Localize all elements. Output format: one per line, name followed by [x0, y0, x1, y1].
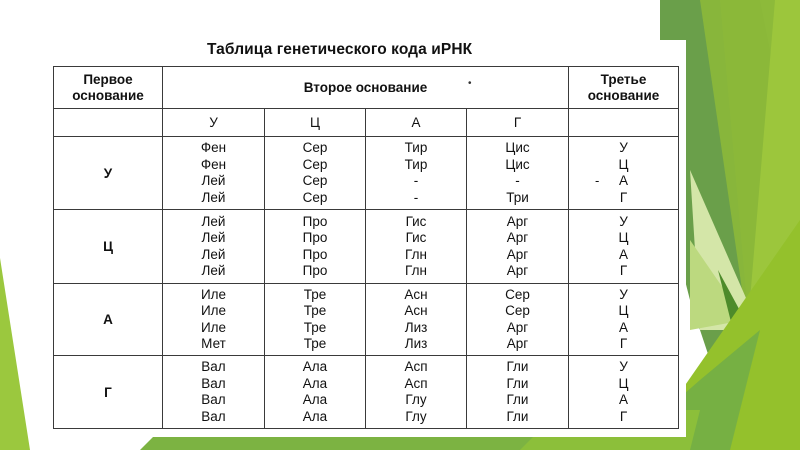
amino-cell: [163, 284, 265, 356]
third-base-header-line2: основание: [587, 87, 660, 103]
first-base-header: [54, 67, 163, 109]
amino-cell: [366, 137, 467, 210]
empty-cell: [54, 109, 163, 137]
codon-value: Про: [302, 246, 328, 262]
first-base-cell: У: [54, 137, 163, 210]
third-base-value: А: [618, 173, 628, 188]
codon-value: Лей: [201, 189, 226, 205]
third-base-cell: [569, 137, 679, 210]
codon-value: Лей: [201, 213, 226, 229]
first-base-header-line2: основание: [72, 87, 144, 103]
codon-value: Тир: [404, 156, 428, 172]
codon-value: Гис: [405, 213, 427, 229]
codon-value: Тре: [303, 286, 327, 302]
third-base-value: Ц: [618, 375, 629, 391]
second-base-G: Г: [467, 109, 569, 137]
third-base-value: А: [618, 319, 628, 335]
codon-value: Глн: [405, 263, 427, 278]
codon-value: Арг: [506, 336, 529, 351]
amino-cell: [163, 210, 265, 284]
codon-value: Про: [302, 263, 328, 278]
codon-value: Фен: [200, 140, 227, 155]
codon-value: Сер: [505, 286, 530, 302]
third-base-header: [569, 67, 679, 109]
codon-value: Ала: [302, 359, 328, 374]
third-base-value: Г: [619, 189, 628, 205]
amino-cell: [467, 356, 569, 429]
amino-cell: [163, 356, 265, 429]
codon-value: Ала: [302, 375, 328, 391]
amino-cell: [467, 210, 569, 284]
codon-value: Ала: [302, 408, 328, 424]
codon-value: Про: [302, 230, 328, 245]
third-base-cell: [569, 356, 679, 429]
codon-value: Гис: [405, 230, 427, 245]
codon-value: Сер: [302, 173, 328, 188]
codon-value: Тре: [303, 336, 327, 351]
third-base-cell: [569, 284, 679, 356]
third-base-cell: [569, 210, 679, 284]
second-base-header: Второе основание: [163, 67, 569, 109]
codon-value: Арг: [506, 246, 529, 262]
empty-cell: [569, 109, 679, 137]
table-row-group-A: [54, 284, 679, 356]
codon-value: Лей: [201, 263, 226, 278]
table-row-group-U: [54, 137, 679, 210]
third-base-value: У: [619, 140, 628, 155]
codon-value: Сер: [302, 156, 328, 172]
amino-cell: [265, 284, 366, 356]
codon-value: Арг: [506, 230, 529, 245]
slide-title: Таблица генетического кода иРНК: [207, 41, 473, 58]
amino-cell: [467, 137, 569, 210]
codon-value: Лиз: [404, 336, 428, 351]
codon-value: Сер: [302, 189, 328, 205]
codon-value: Асп: [404, 359, 428, 374]
codon-value: -: [413, 189, 419, 205]
codon-value: Лиз: [404, 319, 428, 335]
codon-value: Вал: [201, 359, 226, 374]
amino-cell: [366, 356, 467, 429]
amino-cell: [265, 137, 366, 210]
codon-value: Вал: [201, 408, 226, 424]
codon-value: Асп: [404, 375, 428, 391]
second-base-A: А: [366, 109, 467, 137]
amino-cell: [265, 210, 366, 284]
stray-dash: -: [595, 173, 600, 188]
third-base-value: У: [619, 213, 628, 229]
codon-value: -: [413, 173, 419, 188]
second-base-C: Ц: [265, 109, 366, 137]
codon-value: Ала: [302, 392, 328, 407]
codon-value: Арг: [506, 213, 529, 229]
third-base-value: А: [618, 392, 628, 407]
third-base-value: Ц: [618, 230, 629, 245]
codon-value: Цис: [505, 156, 530, 172]
third-base-value: У: [619, 286, 628, 302]
codon-value: Глн: [405, 246, 427, 262]
third-base-value: А: [618, 246, 628, 262]
codon-value: Гли: [506, 392, 529, 407]
codon-value: Тир: [404, 140, 428, 155]
codon-value: Вал: [201, 375, 226, 391]
codon-value: Про: [302, 213, 328, 229]
codon-value: Иле: [200, 303, 227, 318]
amino-cell: [467, 284, 569, 356]
second-base-row: [54, 109, 679, 137]
amino-cell: [366, 210, 467, 284]
codon-value: Лей: [201, 173, 226, 188]
third-base-value: Ц: [618, 303, 629, 318]
codon-value: Лей: [201, 230, 226, 245]
first-base-header-line1: Первое: [83, 71, 133, 87]
codon-value: Асн: [404, 303, 428, 318]
codon-value: Лей: [201, 246, 226, 262]
codon-value: Иле: [200, 286, 227, 302]
third-base-value: У: [619, 359, 628, 374]
codon-value: Три: [506, 189, 529, 205]
amino-cell: [265, 356, 366, 429]
codon-value: Гли: [506, 375, 529, 391]
first-base-cell: Г: [54, 356, 163, 429]
codon-value: Асн: [404, 286, 428, 302]
first-base-cell: А: [54, 284, 163, 356]
white-area-top: [0, 0, 660, 40]
amino-cell: [366, 284, 467, 356]
codon-value: Арг: [506, 263, 529, 278]
stray-dot: •: [468, 78, 472, 89]
codon-value: Арг: [506, 319, 529, 335]
third-base-value: Г: [619, 336, 628, 351]
codon-value: Вал: [201, 392, 226, 407]
second-base-U: У: [163, 109, 265, 137]
codon-value: -: [515, 173, 520, 188]
codon-value: Иле: [200, 319, 227, 335]
third-base-value: Ц: [618, 156, 629, 172]
table-row-group-C: [54, 210, 679, 284]
codon-value: Гли: [506, 359, 529, 374]
header-row: [54, 67, 679, 109]
amino-cell: [163, 137, 265, 210]
codon-value: Глу: [405, 408, 427, 424]
third-base-header-line1: Третье: [600, 71, 647, 87]
codon-value: Сер: [505, 303, 530, 318]
codon-value: Тре: [303, 319, 327, 335]
genetic-code-table: [53, 66, 679, 429]
codon-value: Цис: [505, 140, 530, 155]
first-base-cell: Ц: [54, 210, 163, 284]
third-base-value: Г: [619, 408, 628, 424]
codon-value: Гли: [506, 408, 529, 424]
codon-value: Глу: [405, 392, 427, 407]
table-row-group-G: [54, 356, 679, 429]
codon-value: Фен: [200, 156, 227, 172]
codon-value: Мет: [201, 336, 226, 351]
codon-value: Тре: [303, 303, 327, 318]
codon-value: Сер: [302, 140, 328, 155]
third-base-value: Г: [619, 263, 628, 278]
